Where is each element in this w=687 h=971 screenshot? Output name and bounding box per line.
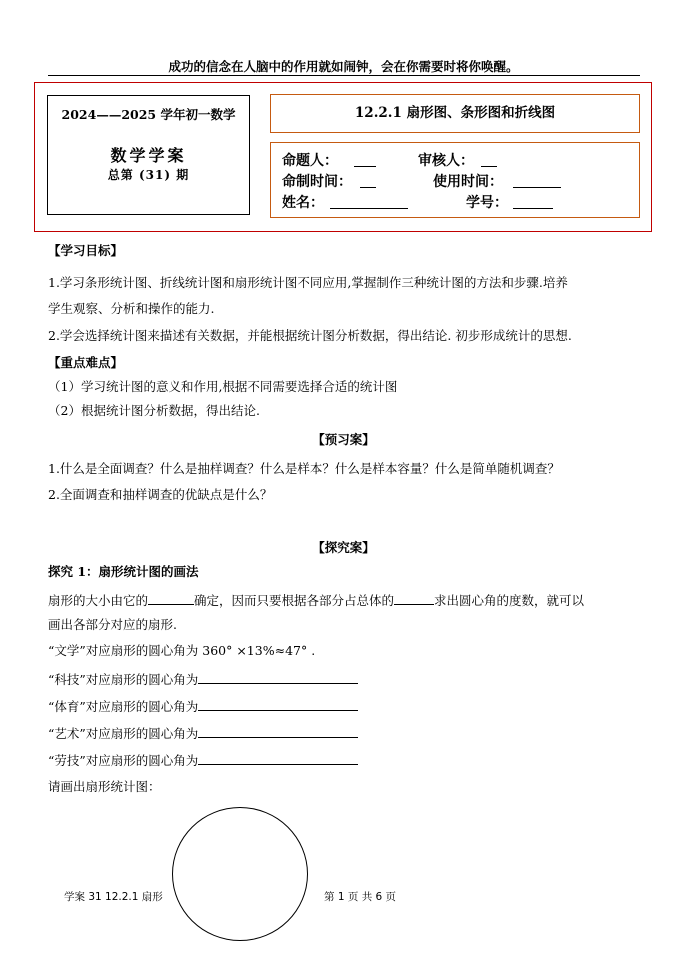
labor-angle-blank[interactable]	[198, 751, 358, 765]
tech-angle-row	[48, 670, 358, 688]
labor-angle-label: “劳技”对应扇形的圆心角为	[48, 753, 199, 768]
reviewer-field[interactable]	[481, 152, 497, 167]
art-angle-label: “艺术”对应扇形的圆心角为	[48, 726, 199, 741]
key-point-2: （2）根据统计图分析数据，得出结论.	[48, 403, 260, 418]
explore-1-title: 探究 1：扇形统计图的画法	[48, 564, 199, 579]
header-divider	[48, 75, 640, 76]
sector-size-blank-1[interactable]	[148, 591, 194, 605]
key-points-heading: 【重点难点】	[48, 355, 124, 370]
tech-angle-blank[interactable]	[198, 670, 358, 684]
name-label: 姓名：	[282, 195, 324, 211]
tech-angle-label: “科技”对应扇形的圆心角为	[48, 672, 199, 687]
sector-size-text-b: 确定，因而只要根据各部分占总体的	[194, 593, 395, 608]
objectives-heading: 【学习目标】	[48, 243, 124, 258]
objective-2: 2.学会选择统计图来描述有关数据，并能根据统计图分析数据，得出结论. 初步形成统计的思想.	[48, 328, 572, 343]
use-time-label: 使用时间：	[433, 174, 503, 190]
use-time-field[interactable]	[513, 173, 561, 188]
literature-angle: “文学”对应扇形的圆心角为 360° ×13%≈47° .	[48, 643, 316, 658]
sports-angle-row	[48, 697, 358, 715]
art-angle-row	[48, 724, 358, 742]
issue-number: 总第 (31) 期	[107, 168, 190, 182]
labor-angle-row	[48, 751, 358, 769]
explore-heading: 【探究案】	[312, 540, 375, 555]
author-field[interactable]	[354, 152, 376, 167]
objective-1-line2: 学生观察、分析和操作的能力.	[48, 301, 215, 316]
preview-question-2: 2.全面调查和抽样调查的优缺点是什么？	[48, 487, 273, 502]
author-label: 命题人：	[282, 153, 338, 169]
objective-1-line1: 1.学习条形统计图、折线统计图和扇形统计图不同应用,掌握制作三种统计图的方法和步骤.培养	[48, 275, 568, 290]
sports-angle-blank[interactable]	[198, 697, 358, 711]
reviewer-label: 审核人：	[418, 153, 474, 169]
art-angle-blank[interactable]	[198, 724, 358, 738]
sector-size-text-a: 扇形的大小由它的	[48, 593, 149, 608]
pie-drawing-circle[interactable]	[172, 807, 308, 941]
key-point-1: （1）学习统计图的意义和作用,根据不同需要选择合适的统计图	[48, 379, 398, 394]
footer-page-count: 第 1 页 共 6 页	[324, 891, 397, 903]
preview-heading: 【预习案】	[312, 432, 375, 447]
name-field[interactable]	[330, 194, 408, 209]
sector-size-text-c: 求出圆心角的度数，就可以	[434, 593, 585, 608]
preview-question-1: 1.什么是全面调查？什么是抽样调查？什么是样本？什么是样本容量？什么是简单随机调查？	[48, 461, 560, 476]
motto: 成功的信念在人脑中的作用就如闹钟，会在你需要时将你唤醒。	[168, 59, 519, 74]
made-time-field[interactable]	[360, 173, 376, 188]
draw-prompt: 请画出扇形统计图：	[48, 779, 161, 794]
student-no-label: 学号：	[466, 195, 508, 211]
sports-angle-label: “体育”对应扇形的圆心角为	[48, 699, 199, 714]
made-time-label: 命制时间：	[282, 174, 352, 190]
sector-size-sentence	[48, 591, 584, 609]
doc-type: 数学学案	[110, 146, 187, 165]
footer-left: 学案 31 12.2.1 扇形	[64, 891, 163, 903]
year-course: 2024——2025 学年初一数学	[61, 107, 236, 122]
sector-size-blank-2[interactable]	[394, 591, 434, 605]
lesson-title: 12.2.1 扇形图、条形图和折线图	[270, 94, 640, 133]
sector-size-line2: 画出各部分对应的扇形.	[48, 617, 177, 632]
student-no-field[interactable]	[513, 194, 553, 209]
